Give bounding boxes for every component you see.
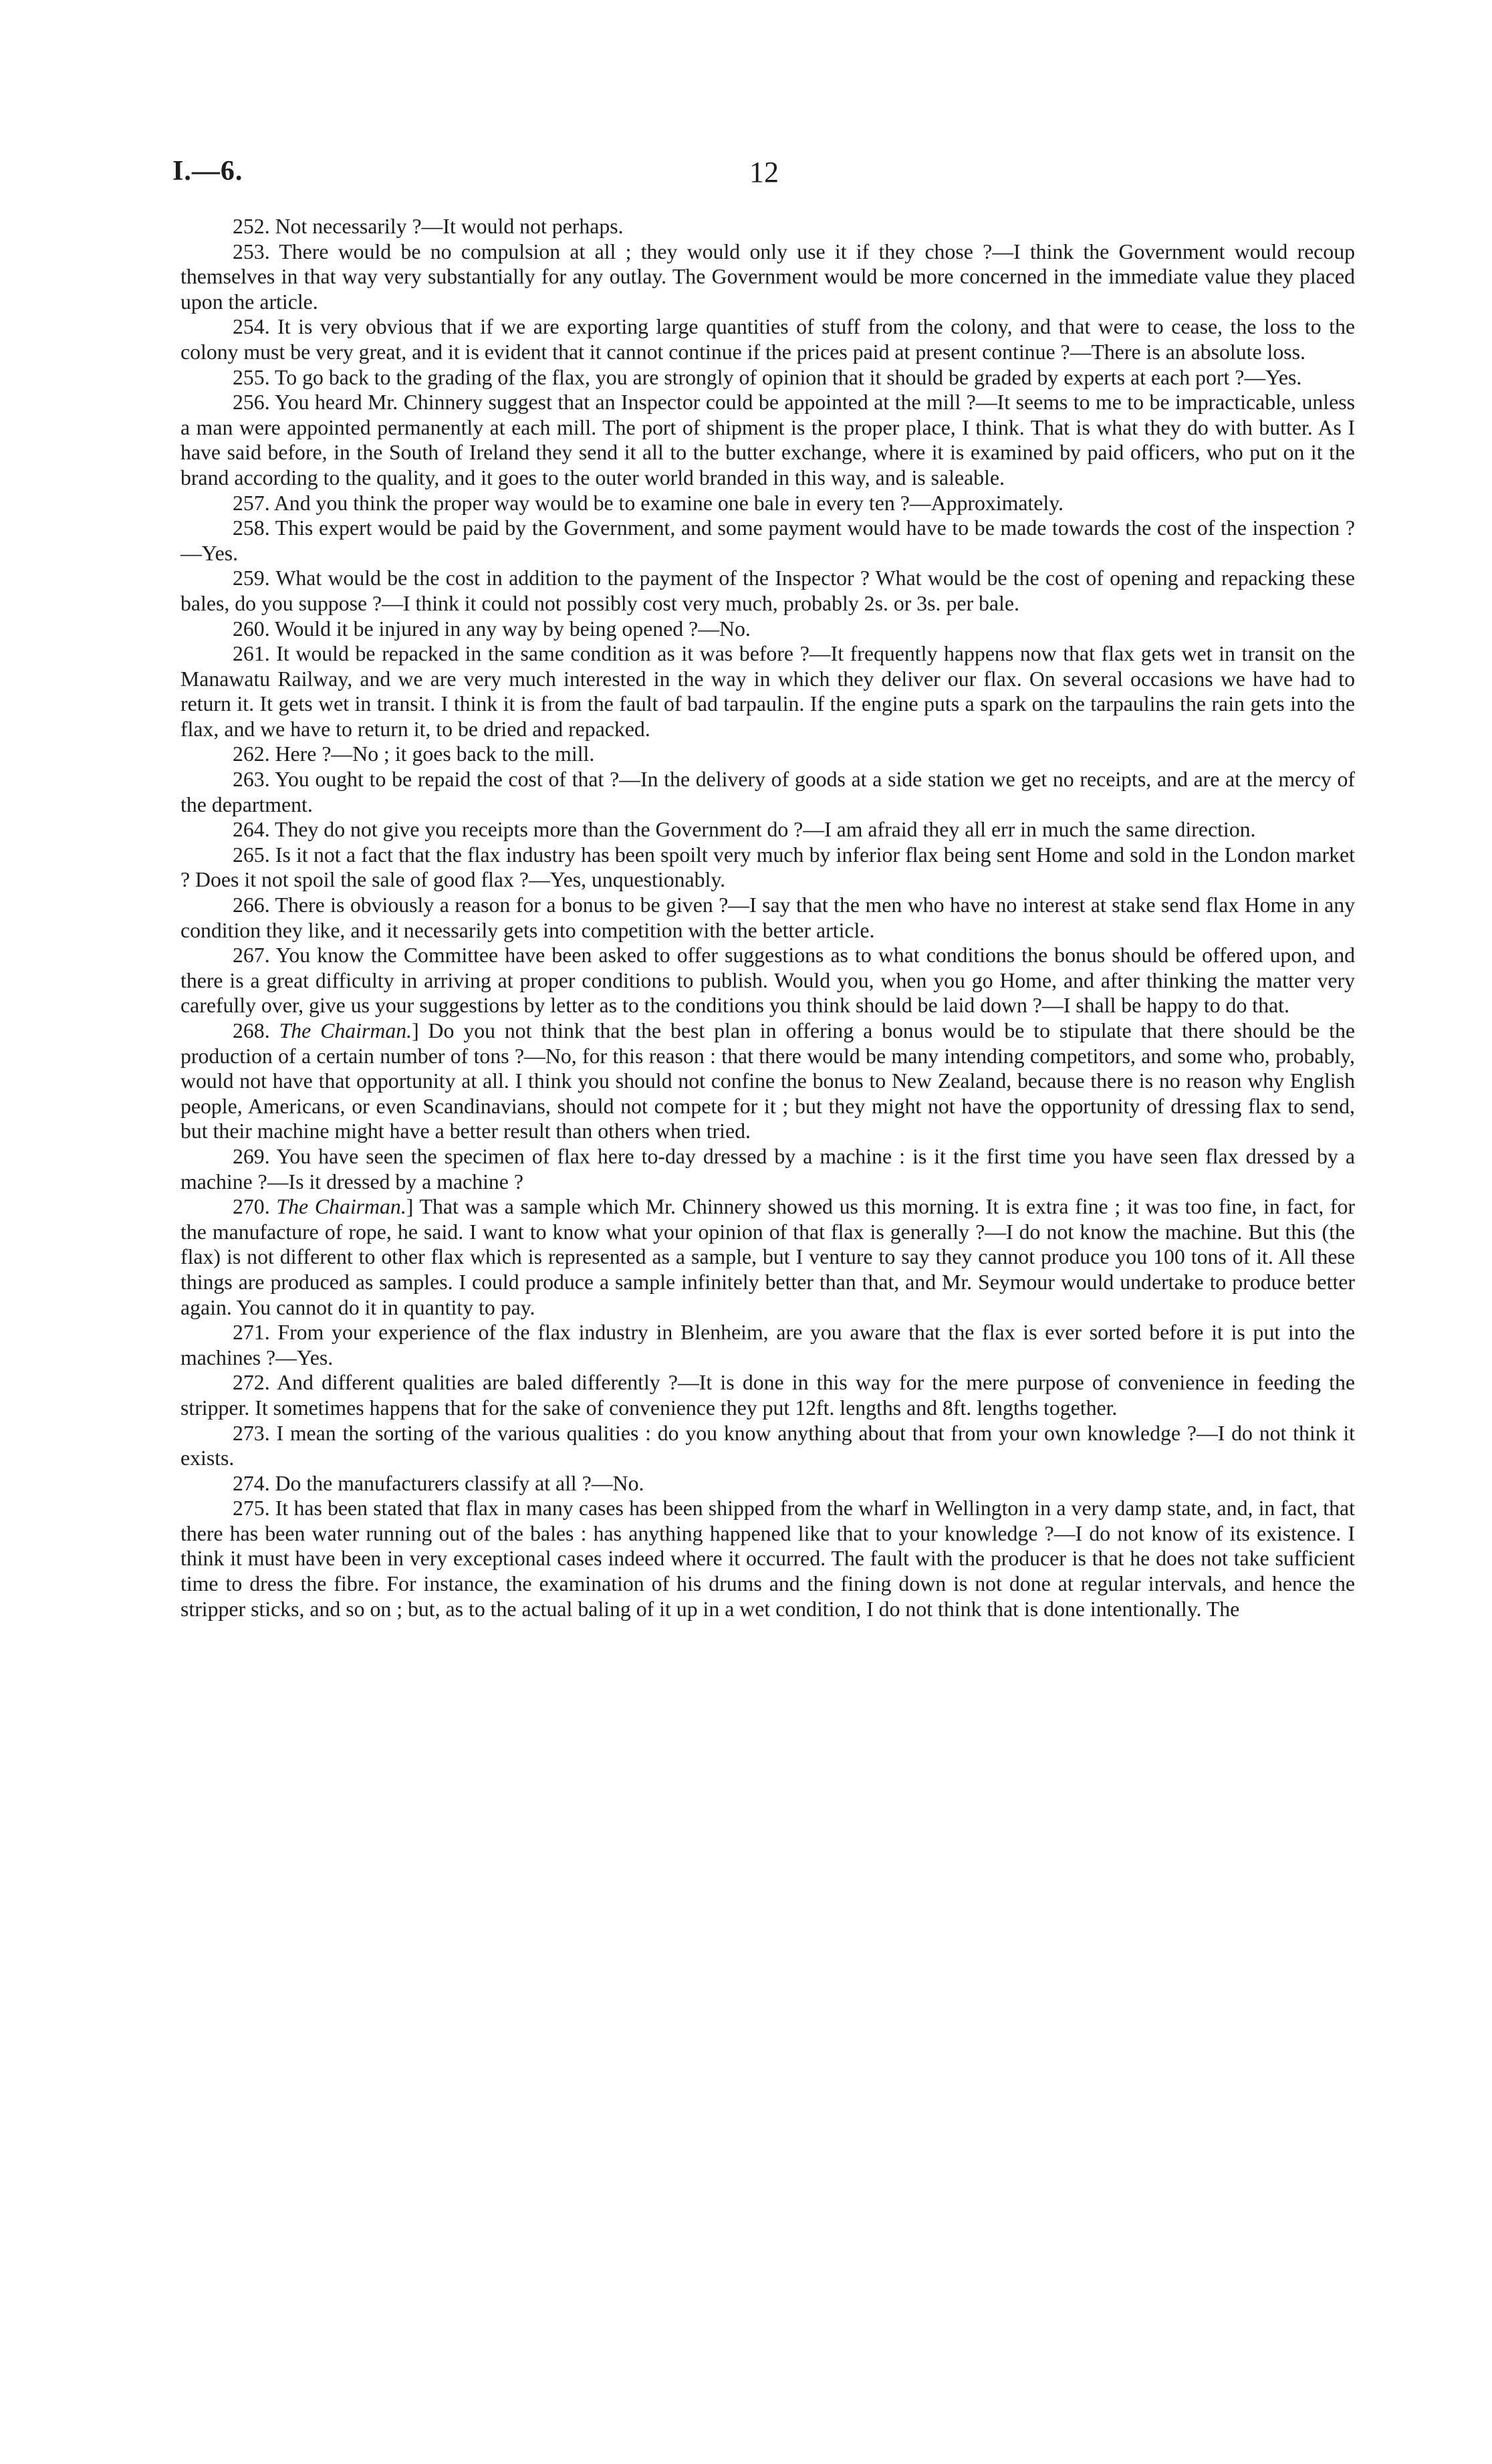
paragraph-271: 271. From your experience of the flax industry in Blenheim, are you aware that the flax is ever sorted before it is put into the machines ?—Yes. [180, 1321, 1355, 1369]
paragraph-272: 272. And different qualities are baled differently ?—It is done in this way for the mere purpose of convenience in feeding the stripper. It sometimes happens that for the sake of convenience they put 12ft. lengths and 8ft. lengths together. [180, 1371, 1355, 1420]
section-reference: I.—6. [172, 156, 243, 187]
speaker-name: The Chairman. [276, 1195, 406, 1219]
paragraph-253: 253. There would be no compulsion at all ; they would only use it if they chose ?—I think the Government would recoup themselves in that way very substantially for any outlay. The Government would be more concerned in the immediate value they placed upon the article. [180, 239, 1355, 314]
paragraph-266: 266. There is obviously a reason for a bonus to be given ?—I say that the men who have no interest at stake send flax Home in any condition they like, and it necessarily gets into competition with the better article. [180, 893, 1355, 942]
running-head [172, 155, 1356, 202]
paragraph-text: ] Do you not think that the best plan in offering a bonus would be to stipulate that there should be the production of a certain number of tons ?—No, for this reason : that there would be many intending competitors, and some who, probably, would not have that opportunity at all. I think you should not confine the bonus to New Zealand, because there is no reason why English people, Americans, or even Scandinavians, should not compete for it ; but they might not have the opportunity of dressing flax to send, but their machine might have a better result than others when tried. [180, 1019, 1355, 1143]
paragraph-268 [180, 1018, 1355, 1144]
page-number: 12 [749, 156, 779, 189]
paragraph-261: 261. It would be repacked in the same condition as it was before ?—It frequently happens now that flax gets wet in transit on the Manawatu Railway, and we are very much interested in the way in which they deliver our flax. On several occasions we have had to return it. It gets wet in transit. I think it is from the fault of bad tarpaulin. If the engine puts a spark on the tarpaulins the rain gets into the flax, and we have to return it, to be dried and repacked. [180, 642, 1355, 741]
evidence-text [180, 214, 1355, 1621]
paragraph-text: ] That was a sample which Mr. Chinnery showed us this morning. It is extra fine ; it was too fine, in fact, for the manufacture of rope, he said. I want to know what your opinion of that flax is generally ?—I do not know the machine. But this (the flax) is not different to other flax which is represented as a sample, but I venture to say they cannot produce you 100 tons of it. All these things are produced as samples. I could produce a sample infinitely better than that, and Mr. Seymour would undertake to produce better again. You cannot do it in quantity to pay. [180, 1195, 1355, 1319]
paragraph-274: 274. Do the manufacturers classify at all ?—No. [233, 1471, 644, 1495]
paragraph-262: 262. Here ?—No ; it goes back to the mill. [233, 742, 595, 766]
paragraph-273: 273. I mean the sorting of the various qualities : do you know anything about that from your own knowledge ?—I do not think it exists. [180, 1421, 1355, 1470]
paragraph-275: 275. It has been stated that flax in many cases has been shipped from the wharf in Wellington in a very damp state, and, in fact, that there has been water running out of the bales : has anything happened like that to your knowledge ?—I do not know of its existence. I think it must have been in very exceptional cases indeed where it occurred. The fault with the producer is that he does not take sufficient time to dress the fibre. For instance, the examination of his drums and the fining down is not done at regular intervals, and hence the stripper sticks, and so on ; but, as to the actual baling of it up in a wet condition, I do not think that is done intentionally. The [180, 1496, 1355, 1621]
paragraph-264: 264. They do not give you receipts more than the Government do ?—I am afraid they all err in much the same direction. [233, 818, 1256, 842]
paragraph-267: 267. You know the Committee have been asked to offer suggestions as to what conditions the bonus should be offered upon, and there is a great difficulty in arriving at proper conditions to publish. Would you, when you go Home, and after thinking the matter very carefully over, give us your suggestions by letter as to the conditions you think should be laid down ?—I shall be happy to do that. [180, 943, 1355, 1018]
paragraph-254: 254. It is very obvious that if we are exporting large quantities of stuff from the colony, and that were to cease, the loss to the colony must be very great, and it is evident that it cannot continue if the prices paid at present continue ?—There is an absolute loss. [180, 315, 1355, 364]
paragraph-258: 258. This expert would be paid by the Government, and some payment would have to be made towards the cost of the inspection ?—Yes. [180, 516, 1355, 565]
paragraph-259: 259. What would be the cost in addition to the payment of the Inspector ? What would be the cost of opening and repacking these bales, do you suppose ?—I think it could not possibly cost very much, probably 2s. or 3s. per bale. [180, 566, 1355, 615]
paragraph-263: 263. You ought to be repaid the cost of that ?—In the delivery of goods at a side station we get no receipts, and are at the mercy of the department. [180, 768, 1355, 816]
paragraph-252: 252. Not necessarily ?—It would not perhaps. [233, 215, 624, 238]
question-number: 268. [233, 1019, 270, 1042]
paragraph-269: 269. You have seen the specimen of flax here to-day dressed by a machine : is it the first time you have seen flax dressed by a machine ?—Is it dressed by a machine ? [180, 1144, 1355, 1194]
paragraph-270 [180, 1194, 1355, 1320]
paragraph-256: 256. You heard Mr. Chinnery suggest that an Inspector could be appointed at the mill ?—It seems to me to be impracticable, unless a man were appointed permanently at each mill. The port of shipment is the proper place, I think. That is what they do with butter. As I have said before, in the South of Ireland they send it all to the butter exchange, where it is examined by paid officers, who put on it the brand according to the quality, and it goes to the outer world branded in this way, and is saleable. [180, 390, 1355, 489]
speaker-name: The Chairman. [279, 1019, 412, 1042]
paragraph-260: 260. Would it be injured in any way by being opened ?—No. [233, 617, 751, 641]
question-number: 270. [233, 1195, 270, 1219]
paragraph-265: 265. Is it not a fact that the flax industry has been spoilt very much by inferior flax being sent Home and sold in the London market ? Does it not spoil the sale of good flax ?—Yes, unquestionably. [180, 843, 1355, 892]
paragraph-257: 257. And you think the proper way would be to examine one bale in every ten ?—Approximately. [233, 491, 1064, 515]
paragraph-255: 255. To go back to the grading of the flax, you are strongly of opinion that it should be graded by experts at each port ?—Yes. [233, 365, 1302, 389]
